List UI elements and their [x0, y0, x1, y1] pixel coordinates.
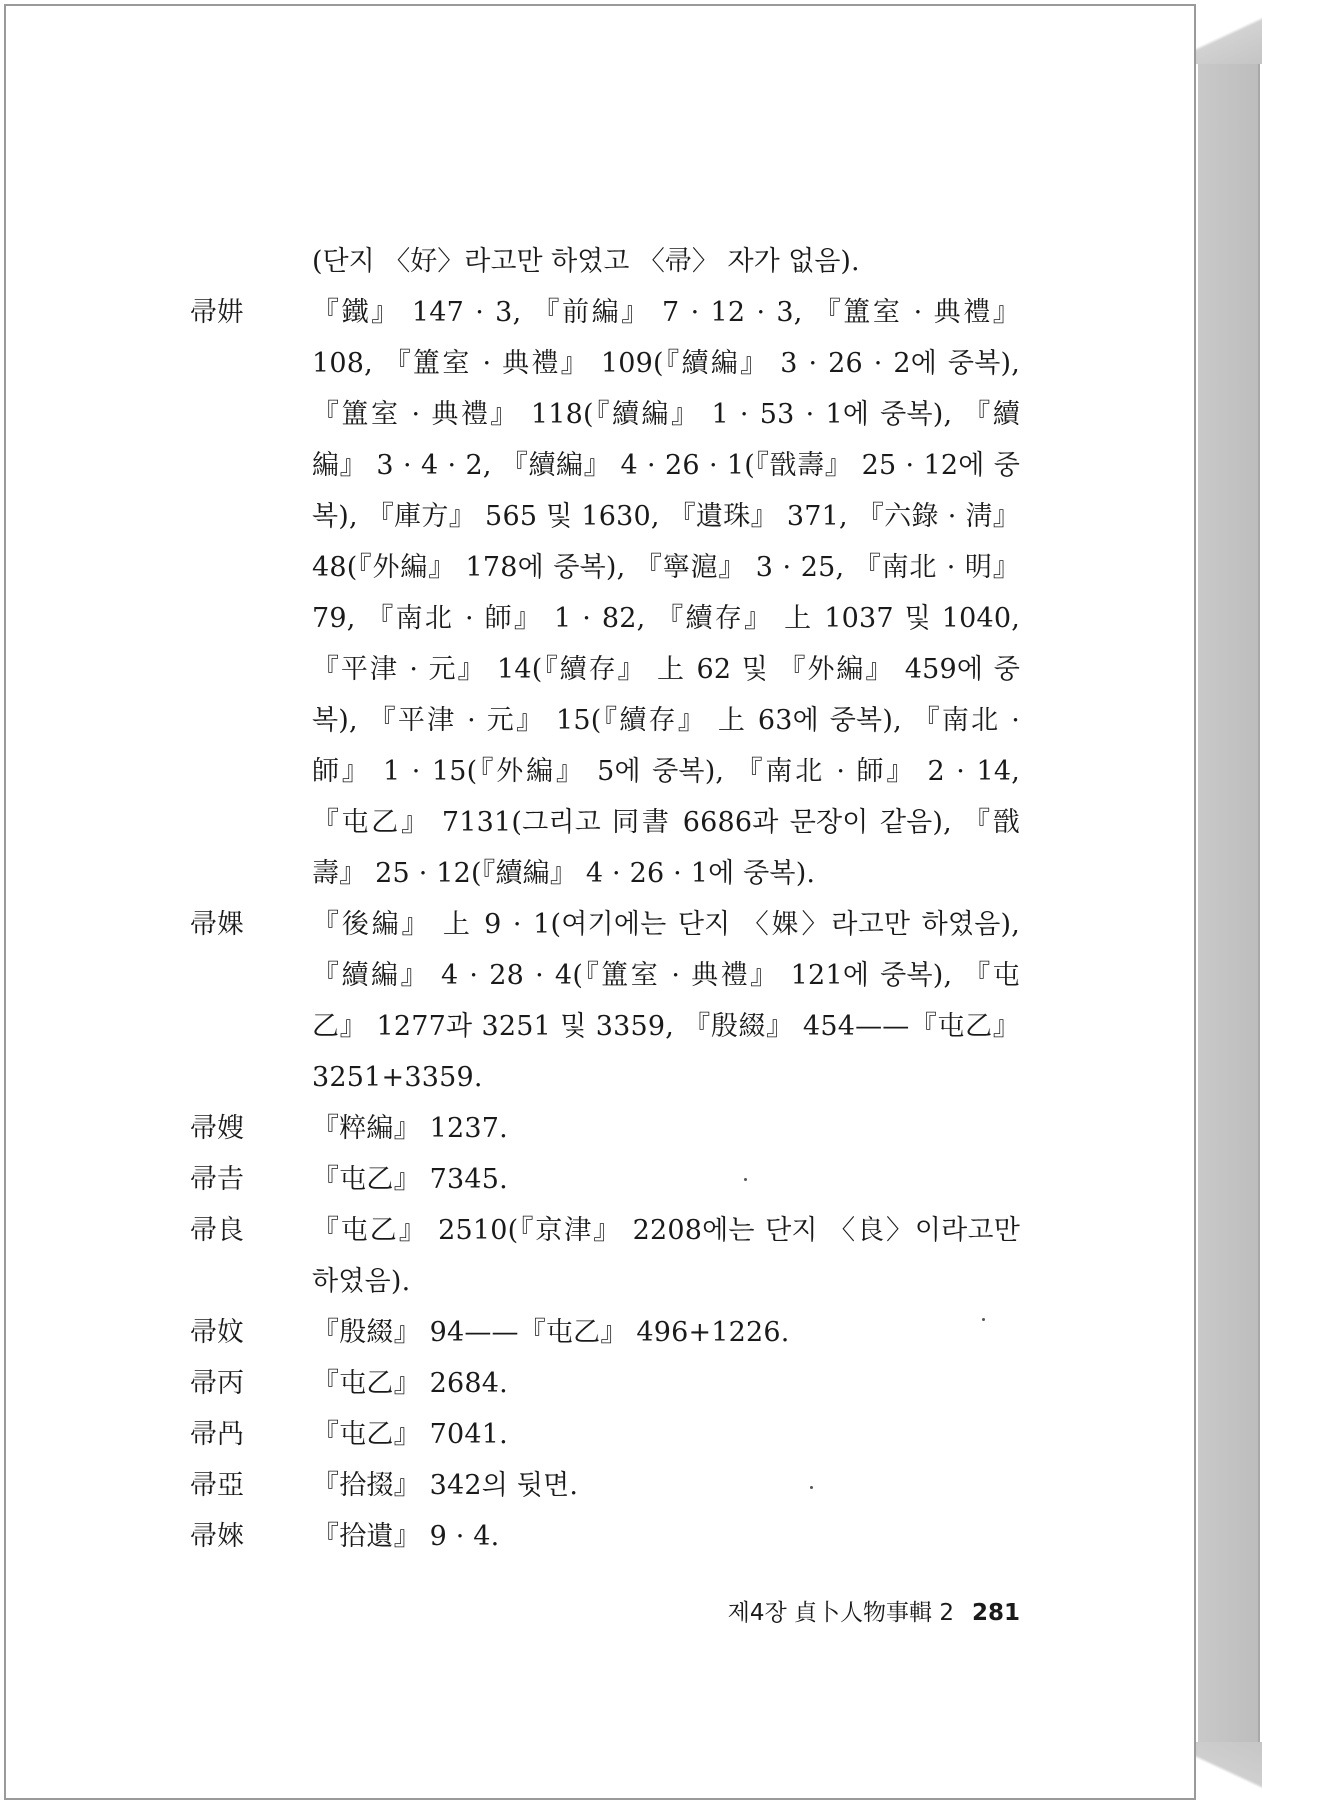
page-number: 281: [971, 1600, 1020, 1626]
book-edge-top-bevel: [1196, 4, 1262, 64]
entry: [190, 1460, 1020, 1511]
entry-text: 『後編』 上 9 · 1(여기에는 단지 〈婐〉라고만 하였음), 『續編』 4 · 28 · 4(『簠室 · 典禮』 121에 중복), 『屯乙』 1277과 3251 및 3359, 『殷綴』 454——『屯乙』 3251+3359.: [312, 909, 1020, 1093]
entry: [190, 1409, 1020, 1460]
entry-head: 帚亞: [190, 1470, 244, 1501]
entry-head: 帚嫂: [190, 1113, 244, 1144]
entry: [190, 1103, 1020, 1154]
entry-text: 『屯乙』 7345.: [312, 1164, 508, 1195]
entry: [190, 1154, 1020, 1205]
chapter-title: 제4장 貞卜人物事輯 2: [727, 1600, 954, 1626]
page-body: [190, 236, 1020, 1562]
scan-speck: [744, 1178, 747, 1181]
entry-text: 『拾遺』 9 · 4.: [312, 1521, 500, 1552]
running-footer: [690, 1594, 1020, 1627]
book-edge: [1198, 4, 1260, 1800]
entry-head: 帚冎: [190, 1419, 244, 1450]
continuation-line: (단지 〈好〉라고만 하였고 〈帚〉 자가 없음).: [312, 246, 860, 277]
entry: [190, 1205, 1020, 1307]
entry-head: 帚婐: [190, 909, 244, 940]
book-edge-bottom-bevel: [1196, 1742, 1262, 1802]
entry-head: 帚丙: [190, 1368, 244, 1399]
entry-text: 『粹編』 1237.: [312, 1113, 508, 1144]
entry-head: 帚妌: [190, 297, 244, 328]
entry: [190, 287, 1020, 899]
scan-speck: [982, 1318, 985, 1321]
entry: [190, 899, 1020, 1103]
entry-text: 『屯乙』 2510(『京津』 2208에는 단지 〈良〉이라고만 하였음).: [312, 1215, 1020, 1297]
entry-text: 『拾掇』 342의 뒷면.: [312, 1470, 579, 1501]
entry-head: 帚妏: [190, 1317, 244, 1348]
entry-text: 『殷綴』 94——『屯乙』 496+1226.: [312, 1317, 790, 1348]
entry: [190, 1358, 1020, 1409]
entry: [190, 1307, 1020, 1358]
entry: [190, 1511, 1020, 1562]
entry-head: 帚𠮷: [190, 1164, 244, 1195]
entry-text: 『屯乙』 2684.: [312, 1368, 508, 1399]
entry-text: 『屯乙』 7041.: [312, 1419, 508, 1450]
entry-text: 『鐵』 147 · 3, 『前編』 7 · 12 · 3, 『簠室 · 典禮』 108, 『簠室 · 典禮』 109(『續編』 3 · 26 · 2에 중복), 『簠室 · 典禮』 118(『續編』 1 · 53 · 1에 중복), 『續編』 3 · 4 · 2, 『續編』 4 · 26 · 1(『戩壽』 25 · 12에 중복), 『庫方』 565 및 1630, 『遺珠』 371, 『六錄 · 淸』 48(『外編』 178에 중복), 『寧滬』 3 · 25, 『南北 · 明』 79, 『南北 · 師』 1 · 82, 『續存』 上 1037 및 1040, 『平津 · 元』 14(『續存』 上 62 및 『外編』 459에 중복), 『平津 · 元』 15(『續存』 上 63에 중복), 『南北 · 師』 1 · 15(『外編』 5에 중복), 『南北 · 師』 2 · 14, 『屯乙』 7131(그리고 同書 6686과 문장이 같음), 『戩壽』 25 · 12(『續編』 4 · 26 · 1에 중복).: [312, 297, 1020, 889]
entry-head: 帚良: [190, 1215, 244, 1246]
entry-head: 帚婡: [190, 1521, 244, 1552]
scan-speck: [810, 1486, 813, 1489]
